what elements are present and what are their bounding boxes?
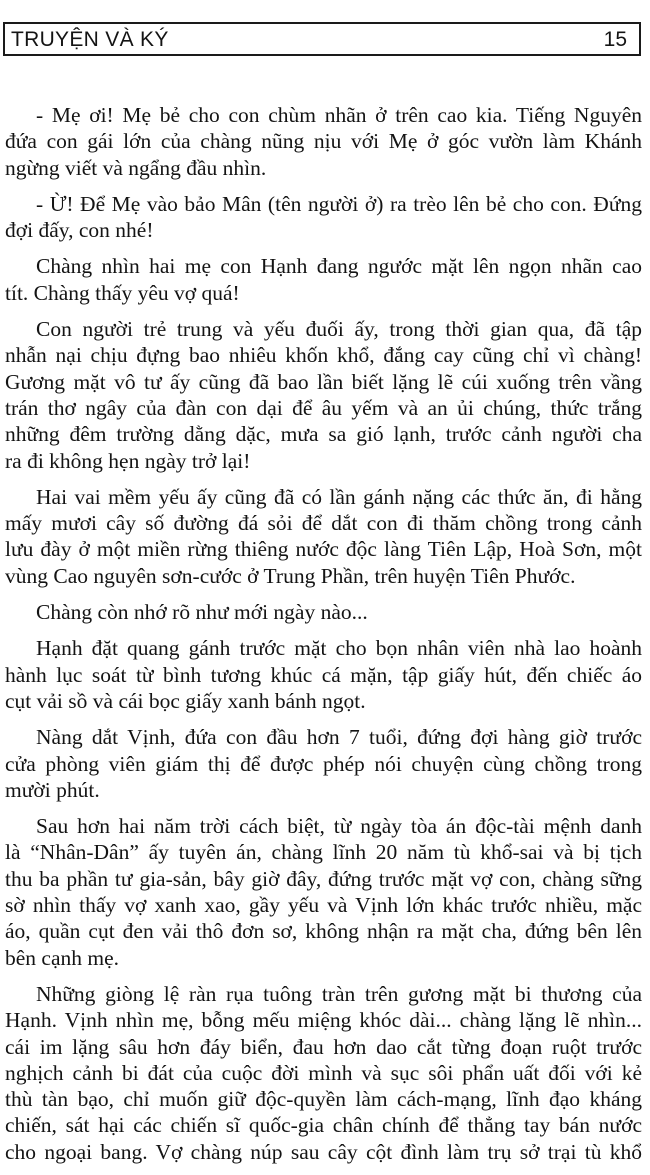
text-line: - Mẹ ơi! Mẹ bẻ cho con chùm nhãn ở trên cao kia. Tiếng Nguyên xyxy=(36,103,642,127)
text-line: tít. Chàng thấy yêu vợ quá! xyxy=(5,280,240,305)
text-line: Chàng còn nhớ rõ như mới ngày nào... xyxy=(36,600,368,625)
text-line: mười phút. xyxy=(5,777,100,802)
text-line: cái im lặng sâu hơn đáy biển, đau hơn dao cắt từng đoạn ruột trước xyxy=(5,1034,642,1059)
paragraph xyxy=(5,191,642,244)
text-line: sờ nhìn thấy vợ xanh xao, gầy yếu và Vịnh lớn khác trước nhiều, mặc xyxy=(5,893,642,918)
running-header xyxy=(3,22,641,56)
text-line: Chàng nhìn hai mẹ con Hạnh đang ngước mặt lên ngọn nhãn cao xyxy=(36,254,642,279)
text-line: Con người trẻ trung và yếu đuối ấy, trong thời gian qua, đã tập xyxy=(36,317,642,342)
paragraph xyxy=(5,484,642,589)
text-line: những đêm trường dằng dặc, mưa sa gió lạnh, trước cảnh người cha xyxy=(5,422,642,447)
text-line: cửa phòng viên giám thị để được phép nói chuyện cùng chồng trong xyxy=(5,751,642,776)
page-number: 15 xyxy=(603,28,627,51)
text-line: Gương mặt vô tư ấy cũng đã bao lần biết lặng lẽ cúi xuống trên vầng xyxy=(5,369,642,394)
text-line: đứa con gái lớn của chàng nũng nịu với Mẹ ở góc vườn làm Khánh xyxy=(5,129,642,154)
body-text xyxy=(5,102,642,1175)
text-line: lưu đày ở một miền rừng thiêng nước độc làng Tiên Lập, Hoà Sơn, một xyxy=(5,537,642,562)
text-line: đợi đấy, con nhé! xyxy=(5,218,154,243)
text-line: Hạnh. Vịnh nhìn mẹ, bỗng mếu miệng khóc dài... chàng lặng lẽ nhìn... xyxy=(5,1008,642,1033)
text-line: ra đi không hẹn ngày trở lại! xyxy=(5,448,251,473)
text-line: thù tàn bạo, chỉ muốn giữ độc-quyền làm cách-mạng, lĩnh đạo kháng xyxy=(5,1087,642,1112)
chapter-title: TRUYỆN VÀ KÝ xyxy=(11,28,169,51)
paragraph xyxy=(5,981,642,1165)
text-line: cho ngoại bang. Vợ chàng núp sau cây cột đình làm trụ sở trại tù khổ xyxy=(5,1139,642,1164)
text-line: nghịch cảnh bi đát của cuộc đời mình và sục sôi phẩn uất đối với kẻ xyxy=(5,1060,642,1085)
text-line: Hạnh đặt quang gánh trước mặt cho bọn nhân viên nhà lao hoành xyxy=(36,636,642,661)
text-line: bên cạnh mẹ. xyxy=(5,945,120,970)
paragraph xyxy=(36,599,642,625)
paragraph xyxy=(5,253,642,306)
paragraph xyxy=(5,316,642,474)
text-line: chiến, sát hại các chiến sĩ quốc-gia chân chính để thẳng tay bán nước xyxy=(5,1113,642,1138)
text-line: trán thơ ngây của đàn con dại để âu yếm và an ủi chúng, thức trắng xyxy=(5,395,642,420)
text-line: Nàng dắt Vịnh, đứa con đầu hơn 7 tuổi, đứng đợi hàng giờ trước xyxy=(36,725,642,750)
text-line: áo, quần cụt đen vải thô đơn sơ, không nhận ra mặt cha, đứng bên lên xyxy=(5,919,642,944)
paragraph xyxy=(5,102,642,181)
text-line: vùng Cao nguyên sơn-cước ở Trung Phần, trên huyện Tiên Phước. xyxy=(5,563,576,588)
text-line: mấy mươi cây số đường đá sỏi để dắt con đi thăm chồng trong cảnh xyxy=(5,511,642,536)
text-line: Sau hơn hai năm trời cách biệt, từ ngày tòa án độc-tài mệnh danh xyxy=(36,814,642,839)
text-line: nhẫn nại chịu đựng bao nhiêu khốn khổ, đắng cay cũng chỉ vì chàng! xyxy=(5,343,642,368)
text-line: cụt vải sồ và cái bọc giấy xanh bánh ngọt. xyxy=(5,688,366,713)
text-line: - Ừ! Để Mẹ vào bảo Mân (tên người ở) ra trèo lên bẻ cho con. Đứng xyxy=(36,191,642,216)
text-line: Hai vai mềm yếu ấy cũng đã có lần gánh nặng các thức ăn, đi hằng xyxy=(36,484,642,509)
paragraph xyxy=(5,813,642,971)
text-line: là “Nhân-Dân” ấy tuyên án, chàng lĩnh 20 năm tù khổ-sai và bị tịch xyxy=(5,840,642,865)
paragraph xyxy=(5,724,642,803)
text-line: thu ba phần tư gia-sản, bây giờ đây, đứng trước mặt vợ con, chàng sững xyxy=(5,866,642,891)
text-line: hành lục soát từ bình tương khúc cá mặn, tập giấy hút, đến chiếc áo xyxy=(5,662,642,687)
paragraph xyxy=(5,635,642,714)
text-line: Những giòng lệ ràn rụa tuông tràn trên gương mặt bi thương của xyxy=(36,981,642,1006)
text-line: ngừng viết và ngẩng đầu nhìn. xyxy=(5,155,267,180)
